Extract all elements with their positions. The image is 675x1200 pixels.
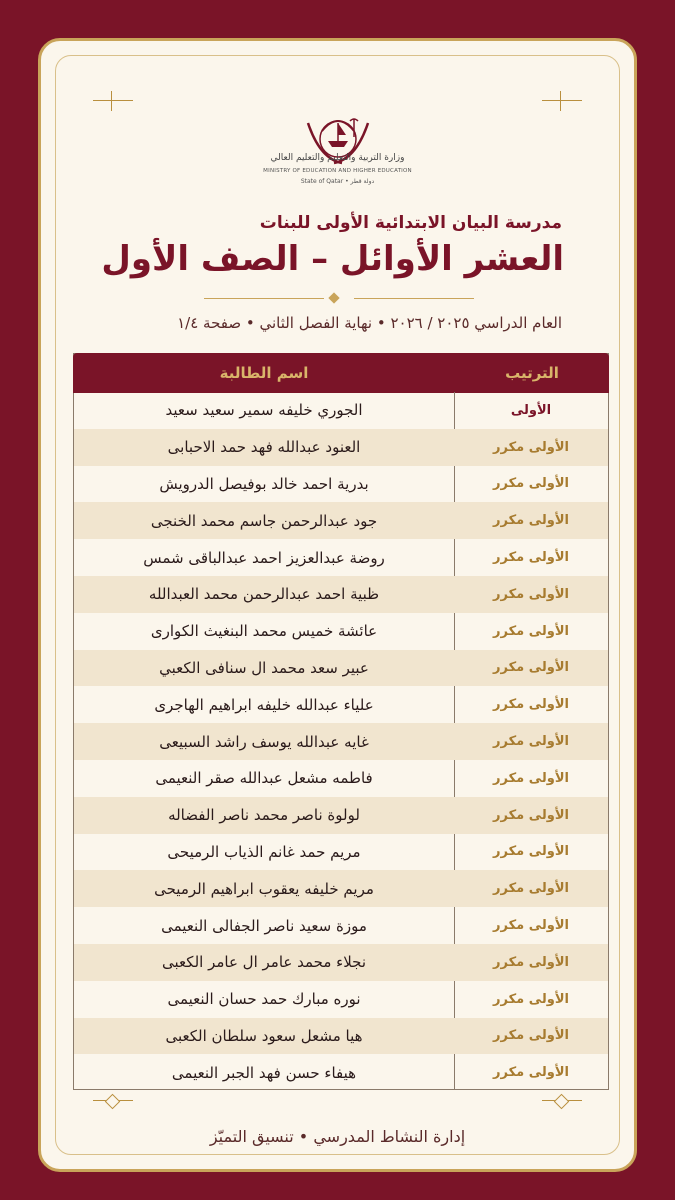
ministry-name-ar: وزارة التربية والتعليم والتعليم العالي [270, 153, 405, 163]
table-row [74, 981, 608, 1018]
title-divider-right [354, 298, 474, 299]
rank-cell: الأولى مكرر [493, 623, 569, 639]
rank-cell: الأولى مكرر [493, 954, 569, 970]
ornament-bottom-left [93, 1091, 133, 1111]
state-label: State of Qatar • دولة قطر [300, 178, 375, 185]
rank-cell: الأولى مكرر [493, 476, 569, 492]
student-name-cell: نجلاء محمد عامر ال عامر الكعبى [162, 953, 366, 972]
table-row [74, 870, 608, 907]
rank-cell: الأولى مكرر [493, 660, 569, 676]
rank-cell: الأولى مكرر [493, 734, 569, 750]
footer-text: إدارة النشاط المدرسي • تنسيق التميّز [209, 1127, 466, 1146]
ornament-bottom-right [542, 1091, 582, 1111]
certificate-card [38, 38, 637, 1172]
table-row [74, 613, 608, 650]
table-header [73, 353, 609, 393]
table-row [74, 1018, 608, 1055]
rank-cell: الأولى مكرر [493, 918, 569, 934]
term-info: العام الدراسي ٢٠٢٥ / ٢٠٢٦ • نهاية الفصل الثاني • صفحة ١/٤ [177, 314, 562, 332]
table-row [74, 760, 608, 797]
rank-cell: الأولى مكرر [493, 697, 569, 713]
rank-cell: الأولى مكرر [493, 1065, 569, 1081]
student-name-cell: علياء عبدالله خليفه ابراهيم الهاجرى [154, 695, 374, 714]
table-row [74, 944, 608, 981]
student-name-cell: العنود عبدالله فهد حمد الاحبابى [167, 438, 361, 457]
column-header-name: اسم الطالبة [219, 364, 309, 382]
table-row [74, 539, 608, 576]
rank-cell: الأولى مكرر [493, 439, 569, 455]
rank-cell: الأولى مكرر [493, 770, 569, 786]
rank-cell: الأولى مكرر [493, 586, 569, 602]
rank-cell: الأولى مكرر [493, 550, 569, 566]
student-name-cell: جود عبدالرحمن جاسم محمد الخنجى [150, 511, 378, 530]
rank-cell: الأولى مكرر [493, 844, 569, 860]
table-row [74, 392, 608, 429]
qatar-emblem-icon [298, 83, 378, 193]
student-name-cell: نوره مبارك حمد حسان النعيمى [167, 990, 361, 1009]
student-name-cell: فاطمه مشعل عبدالله صقر النعيمى [155, 769, 373, 788]
student-name-cell: غايه عبدالله يوسف راشد السبيعى [159, 732, 369, 751]
table-row [74, 834, 608, 871]
table-row [74, 723, 608, 760]
student-name-cell: روضة عبدالعزيز احمد عبدالباقى شمس [143, 548, 385, 567]
student-name-cell: ظبية احمد عبدالرحمن محمد العبدالله [148, 585, 380, 604]
student-name-cell: عبير سعد محمد ال سنافى الكعبي [159, 658, 369, 677]
student-name-cell: هيا مشعل سعود سلطان الكعبى [165, 1026, 363, 1045]
rank-cell: الأولى مكرر [493, 1028, 569, 1044]
student-name-cell: مريم حمد غانم الذياب الرميحى [167, 842, 361, 861]
table-row [74, 907, 608, 944]
rank-cell: الأولى مكرر [493, 807, 569, 823]
table-row [74, 429, 608, 466]
ministry-name-en: MINISTRY OF EDUCATION AND HIGHER EDUCATION [263, 168, 412, 174]
column-header-rank: الترتيب [505, 364, 559, 382]
student-name-cell: مريم خليفه يعقوب ابراهيم الرميحى [154, 879, 374, 898]
school-name: مدرسة البيان الابتدائية الأولى للبنات [259, 213, 562, 233]
honor-roll-table [73, 353, 609, 1090]
student-name-cell: عائشة خميس محمد البنغيث الكوارى [150, 622, 378, 641]
table-body [74, 392, 608, 1091]
student-name-cell: لولوة ناصر محمد ناصر الفضاله [168, 806, 360, 825]
table-row [74, 576, 608, 613]
student-name-cell: الجوري خليفه سمير سعيد سعيد [165, 401, 363, 420]
student-name-cell: بدرية احمد خالد بوفيصل الدرويش [159, 474, 369, 493]
rank-cell: الأولى مكرر [493, 881, 569, 897]
table-row [74, 1054, 608, 1091]
page-title: العشر الأوائل – الصف الأول [101, 239, 564, 279]
table-row [74, 502, 608, 539]
rank-cell: الأولى مكرر [493, 513, 569, 529]
table-row [74, 466, 608, 503]
title-divider-left [204, 298, 324, 299]
rank-cell: الأولى مكرر [493, 991, 569, 1007]
table-row [74, 650, 608, 687]
student-name-cell: موزة سعيد ناصر الجفالى النعيمى [161, 916, 367, 935]
student-name-cell: هيفاء حسن فهد الجبر النعيمى [171, 1063, 357, 1082]
rank-cell: الأولى [510, 402, 552, 418]
table-row [74, 686, 608, 723]
table-row [74, 797, 608, 834]
